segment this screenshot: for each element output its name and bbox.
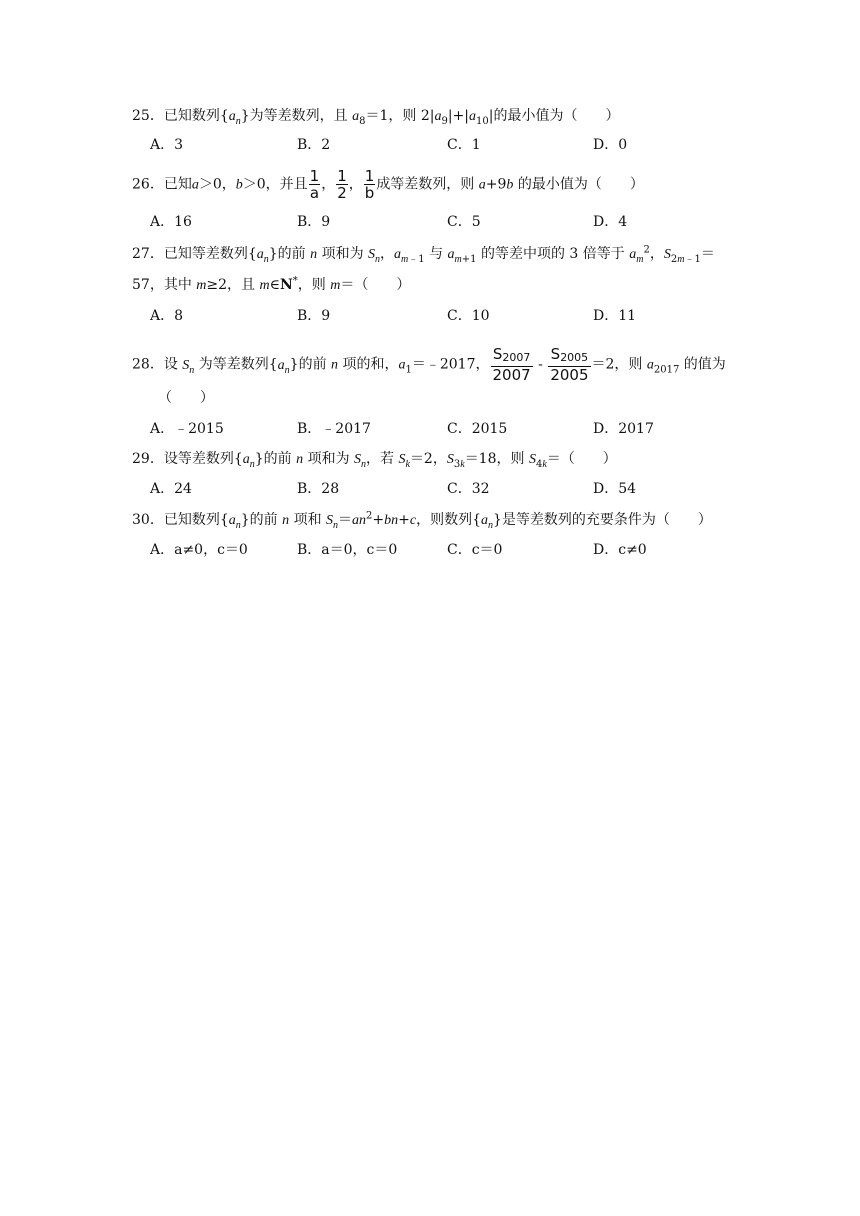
option-b[interactable]: B．9 (297, 308, 331, 324)
question-30: 30．已知数列$\{a_n\}$的前 n 项和 $S_n=an^2+bn+c$，则数列$\{a_n\}$是等差数列的充要条件为（ ） (132, 510, 712, 531)
option-b[interactable]: B．2 (297, 137, 331, 153)
fraction-1-over-2: $\frac{1}{2}$ (337, 167, 347, 202)
option-d[interactable]: D．54 (593, 481, 637, 497)
fraction-1-over-b: $\frac{1}{b}$ (364, 167, 375, 202)
option-d[interactable]: D．0 (593, 137, 628, 153)
option-b[interactable]: B．a＝0，c＝0 (297, 542, 398, 558)
option-c[interactable]: C．1 (447, 137, 481, 153)
question-29: 29．设等差数列$\{a_n\}$的前 n 项和为 $S_n$，若 $S_k=2$，$S_{3k}=18$，则 $S_{4k}=$（ ） (132, 451, 617, 470)
option-b[interactable]: B．28 (297, 481, 340, 497)
question-28: 28．设 $S_n$ 为等差数列$\{a_n\}$的前 n 项的和，$a_1=﹣2017$， $\frac{S2007}{2007}$ - $\frac{S2005}{2005}$ ＝2，则 $a_{2017}$ 的值为 (132, 345, 726, 384)
option-a[interactable]: A．16 (150, 214, 192, 230)
option-d[interactable]: D．11 (593, 308, 637, 324)
fraction-s2005-over-2005: $\frac{S2005}{2005}$ (550, 345, 589, 384)
fraction-s2007-over-2007: $\frac{S2007}{2007}$ (492, 345, 531, 384)
option-a[interactable]: A．﹣2015 (150, 421, 224, 437)
option-a[interactable]: A．3 (150, 137, 184, 153)
option-c[interactable]: C．c＝0 (447, 542, 503, 558)
question-number: 25 (132, 108, 150, 124)
question-27: 27．已知等差数列$\{a_n\}$的前 n 项和为 $S_n$，$a_{m﹣1}$ 与 $a_{m+1}$ 的等差中项的 3 倍等于 $a_m^2$，$S_{2m﹣1}=$ (132, 244, 715, 265)
option-c[interactable]: C．2015 (447, 421, 508, 437)
option-d[interactable]: D．c≠0 (593, 542, 647, 558)
option-d[interactable]: D．2017 (593, 421, 654, 437)
option-c[interactable]: C．5 (447, 214, 481, 230)
option-a[interactable]: A．a≠0，c＝0 (150, 542, 248, 558)
question-number: 30 (132, 512, 150, 528)
option-c[interactable]: C．32 (447, 481, 490, 497)
question-number: 28 (132, 356, 150, 373)
question-28-line-2: （ ） (158, 390, 214, 406)
question-text: 已知数列{ (163, 108, 229, 124)
option-a[interactable]: A．8 (150, 308, 184, 324)
fraction-1-over-a: $\frac{1}{a}$ (309, 167, 320, 202)
option-b[interactable]: B．9 (297, 214, 331, 230)
option-c[interactable]: C．10 (447, 308, 490, 324)
question-number: 27 (132, 246, 150, 262)
question-number: 26 (132, 176, 150, 193)
option-a[interactable]: A．24 (150, 481, 192, 497)
question-25: 25．已知数列$\{a_n\}$为等差数列，且 $a_8=1$，则 $2|a_9|+|a_{10}|$的最小值为（ ） (132, 108, 620, 127)
question-26: 26．已知a＞0，b＞0，并且 $\frac{1}{a}$ ， $\frac{1}{2}$ ， $\frac{1}{b}$ 成等差数列，则 a+9b 的最小值为（ ） (132, 167, 644, 202)
question-number: 29 (132, 451, 150, 467)
question-27-line-2: 57，其中 m≥2，且 m∈N*，则 m＝（ ） (132, 275, 411, 293)
option-b[interactable]: B．﹣2017 (297, 421, 371, 437)
option-d[interactable]: D．4 (593, 214, 628, 230)
